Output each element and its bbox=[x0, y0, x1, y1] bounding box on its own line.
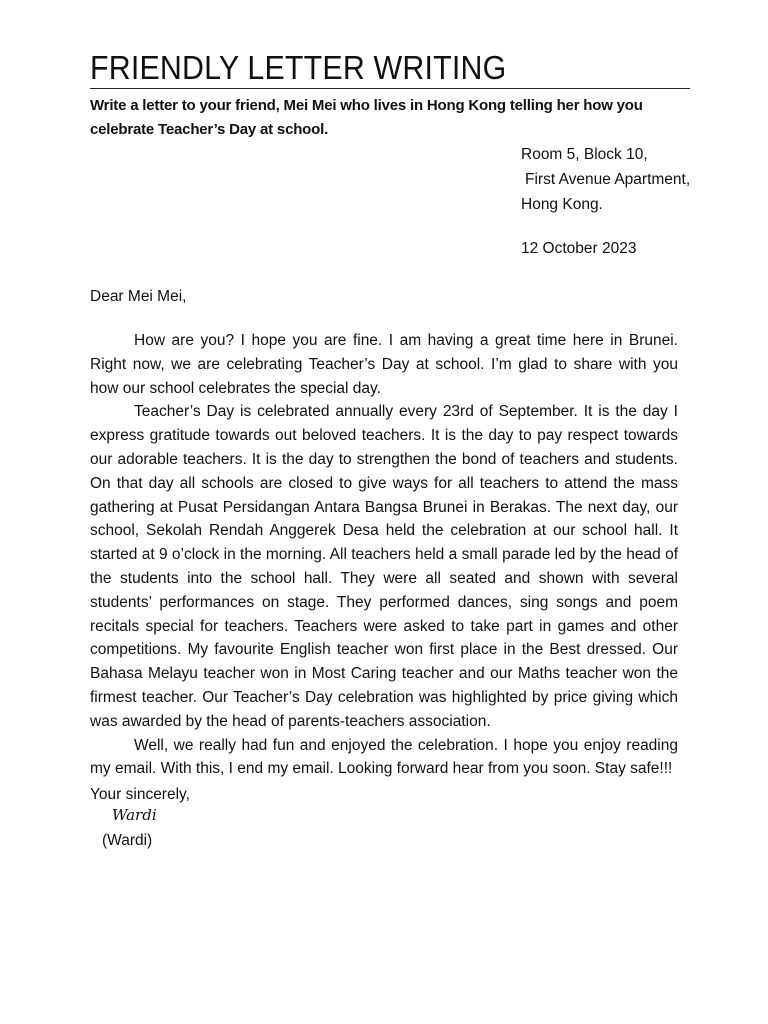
complimentary-closing: Your sincerely, bbox=[90, 786, 190, 803]
letter-body bbox=[90, 329, 678, 781]
address-line: Room 5, Block 10, bbox=[521, 146, 648, 163]
salutation: Dear Mei Mei, bbox=[90, 288, 187, 305]
title-underline bbox=[90, 88, 690, 89]
task-instruction: Write a letter to your friend, Mei Mei who lives in Hong Kong telling her how you celebrate Teacher’s Day at school. bbox=[90, 97, 643, 138]
printed-name: (Wardi) bbox=[102, 832, 153, 849]
body-paragraph: How are you? I hope you are fine. I am having a great time here in Brunei. Right now, we are celebrating Teacher’s Day at school. I’m glad to share with you how our school celebrates the special day. bbox=[90, 332, 678, 397]
sender-address bbox=[521, 142, 690, 217]
signature: Wardi bbox=[112, 806, 157, 824]
document-title: FRIENDLY LETTER WRITING bbox=[90, 49, 507, 86]
letter-date: 12 October 2023 bbox=[521, 240, 637, 257]
body-paragraph: Teacher’s Day is celebrated annually every 23rd of September. It is the day I express gratitude towards out beloved teachers. It is the day to pay respect towards our adorable teachers. It is the day to strengthen the bond of teachers and students. On that day all schools are closed to give ways for all teachers to attend the mass gathering at Pusat Persidangan Antara Bangsa Brunei in Berakas. The next day, our school, Sekolah Rendah Anggerek Desa held the celebration at our school hall. It started at 9 o’clock in the morning. All teachers held a small parade led by the head of the students into the school hall. They were all seated and shown with several students’ performances on stage. They performed dances, sing songs and poem recitals special for teachers. Teachers were asked to take part in games and other competitions. My favourite English teacher won first place in the Best dressed. Our Bahasa Melayu teacher won in Most Caring teacher and our Maths teacher won the firmest teacher. Our Teacher’s Day celebration was highlighted by price giving which was awarded by the head of parents-teachers association. bbox=[90, 403, 678, 730]
address-line: Hong Kong. bbox=[521, 196, 603, 213]
address-line: First Avenue Apartment, bbox=[525, 171, 691, 188]
body-paragraph: Well, we really had fun and enjoyed the celebration. I hope you enjoy reading my email. With this, I end my email. Looking forward hear from you soon. Stay safe!!! bbox=[90, 736, 678, 778]
